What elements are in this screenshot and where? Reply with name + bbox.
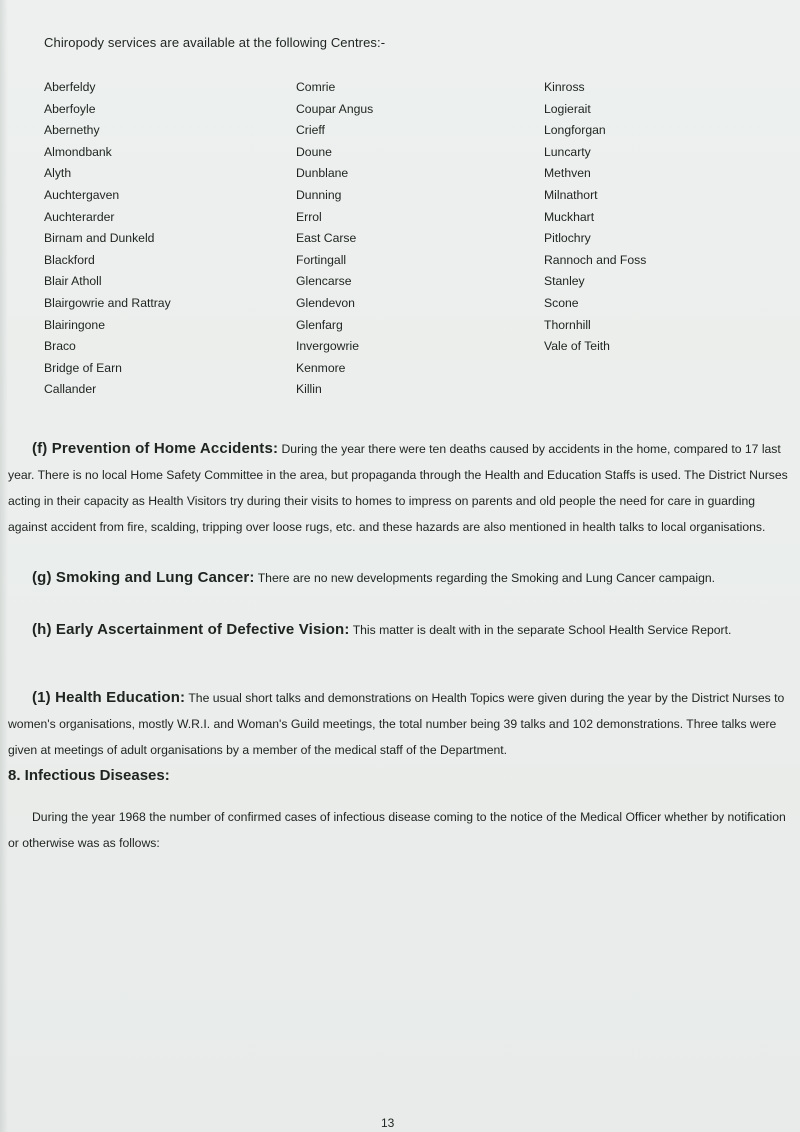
section-body: There are no new developments regarding the Smoking and Lung Cancer campaign. bbox=[257, 571, 716, 585]
page-number: 13 bbox=[381, 1116, 395, 1130]
section-body: The usual short talks and demonstrations on Health Topics were given during the year by the District Nurses to women's organisations, mostly W.R.I. and Woman's Guild meetings, the total number being 39 talks and 102 demonstrations. Three talks were given at meetings of adult organisations by a member of the medical staff of the Department. bbox=[8, 691, 785, 757]
centre-item: Blackford bbox=[44, 252, 95, 267]
centre-item: Coupar Angus bbox=[296, 101, 374, 116]
chiropody-intro: Chiropody services are available at the following Centres:- bbox=[44, 35, 386, 50]
centre-item: Abernethy bbox=[44, 123, 100, 138]
infectious-diseases-body bbox=[8, 804, 788, 856]
centre-item: Rannoch and Foss bbox=[544, 252, 647, 267]
centre-item: Fortingall bbox=[296, 252, 347, 267]
centres-column-2 bbox=[296, 77, 506, 401]
centre-item: Crieff bbox=[296, 123, 325, 138]
centre-item: Longforgan bbox=[544, 123, 606, 138]
centre-item: Auchtergaven bbox=[44, 187, 120, 202]
centre-item: Almondbank bbox=[44, 144, 112, 159]
centre-item: East Carse bbox=[296, 231, 357, 246]
centre-item: Errol bbox=[296, 209, 322, 224]
centres-column-3 bbox=[544, 77, 744, 358]
centre-item: Dunblane bbox=[296, 166, 349, 181]
centre-item: Kinross bbox=[544, 80, 585, 94]
centre-item: Glendevon bbox=[296, 295, 355, 310]
scanned-page-edge bbox=[0, 0, 8, 1132]
section-smoking-lung-cancer bbox=[8, 565, 788, 591]
centre-item: Alyth bbox=[44, 166, 72, 181]
centre-item: Thornhill bbox=[544, 317, 591, 332]
centre-item: Blairgowrie and Rattray bbox=[44, 295, 171, 310]
centre-item: Pitlochry bbox=[544, 231, 591, 246]
centre-item: Luncarty bbox=[544, 144, 591, 159]
section-health-education bbox=[8, 685, 788, 763]
centre-item: Milnathort bbox=[544, 187, 598, 202]
centre-item: Muckhart bbox=[544, 209, 595, 224]
centre-item: Birnam and Dunkeld bbox=[44, 231, 155, 246]
centre-item: Braco bbox=[44, 339, 76, 354]
centre-item: Killin bbox=[296, 382, 322, 397]
centre-item: Logierait bbox=[544, 101, 591, 116]
centre-item: Methven bbox=[544, 166, 591, 181]
centre-item: Blairingone bbox=[44, 317, 105, 332]
centre-item: Callander bbox=[44, 382, 97, 397]
centre-item: Glenfarg bbox=[296, 317, 343, 332]
centre-item: Blair Atholl bbox=[44, 274, 102, 289]
centre-item: Aberfoyle bbox=[44, 101, 96, 116]
centre-item: Doune bbox=[296, 144, 332, 159]
centre-item: Invergowrie bbox=[296, 339, 359, 354]
section-body: During the year there were ten deaths caused by accidents in the home, compared to 17 last year. There is no local Home Safety Committee in the area, but propaganda through the Health and Education Staffs is used. The District Nurses acting in their capacity as Health Visitors try during their visits to homes to impress on parents and old people the need for care in guarding against accident from fire, scalding, tripping over loose rugs, etc. and these hazards are also mentioned in health talks to local organisations. bbox=[8, 442, 788, 534]
section-body: This matter is dealt with in the separate School Health Service Report. bbox=[352, 623, 732, 637]
centre-item: Kenmore bbox=[296, 360, 346, 375]
centre-item: Comrie bbox=[296, 80, 336, 94]
section-heading: (1) Health Education: bbox=[32, 689, 186, 706]
centre-item: Bridge of Earn bbox=[44, 360, 122, 375]
section-defective-vision bbox=[8, 617, 788, 643]
section-heading: (f) Prevention of Home Accidents: bbox=[32, 440, 279, 457]
centre-item: Stanley bbox=[544, 274, 585, 289]
centre-item: Scone bbox=[544, 295, 579, 310]
centre-item: Glencarse bbox=[296, 274, 352, 289]
centres-column-1 bbox=[44, 77, 274, 401]
section-heading: (g) Smoking and Lung Cancer: bbox=[32, 569, 255, 586]
section-home-accidents bbox=[8, 436, 788, 540]
infectious-diseases-heading: 8. Infectious Diseases: bbox=[8, 767, 170, 784]
chiropody-centres-list bbox=[44, 77, 744, 397]
centre-item: Auchterarder bbox=[44, 209, 115, 224]
section-body: During the year 1968 the number of confirmed cases of infectious disease coming to the notice of the Medical Officer whether by notification or otherwise was as follows: bbox=[8, 810, 786, 850]
centre-item: Vale of Teith bbox=[544, 339, 610, 354]
centre-item: Dunning bbox=[296, 187, 342, 202]
centre-item: Aberfeldy bbox=[44, 80, 96, 94]
section-heading: (h) Early Ascertainment of Defective Vision: bbox=[32, 621, 350, 638]
